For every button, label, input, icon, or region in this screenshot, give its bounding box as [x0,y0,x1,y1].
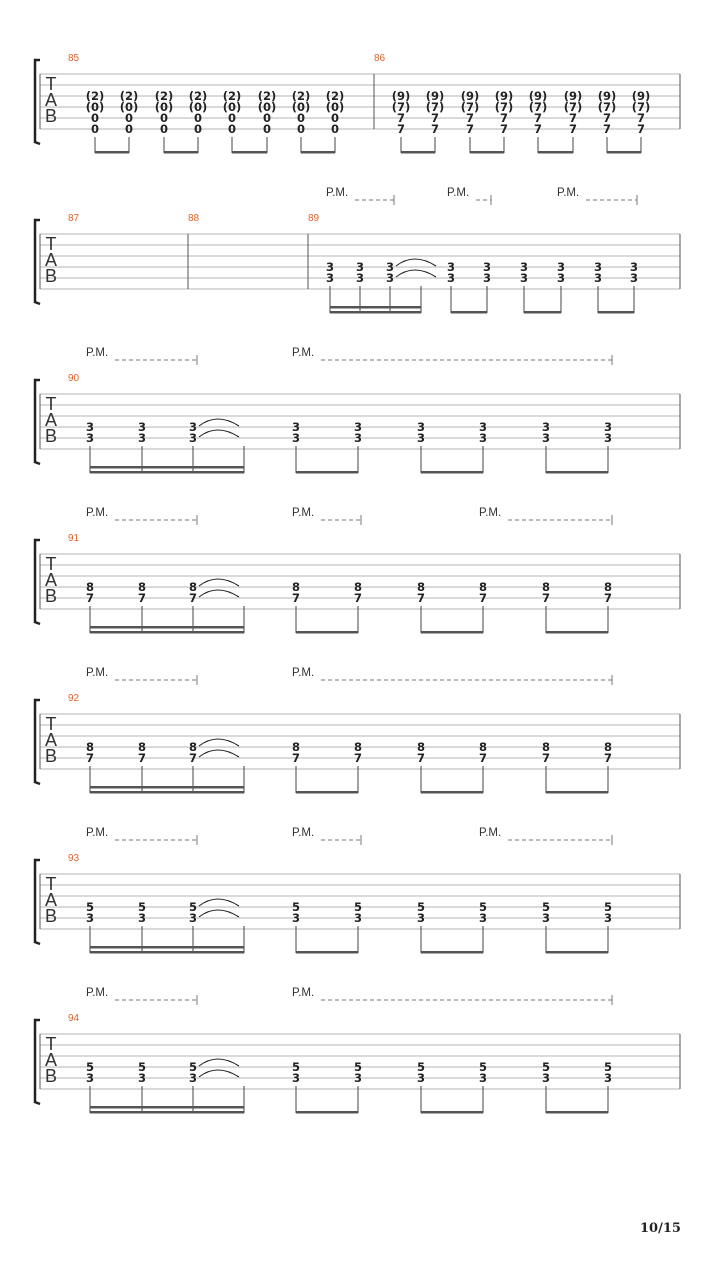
palm-mute-label: P.M. [292,667,315,679]
fret-number: 3 [541,1071,551,1085]
palm-mute-label: P.M. [479,507,502,519]
fret-number: 0 [227,122,237,136]
system-bracket [35,60,40,144]
tab-clef-letter: A [44,90,58,110]
fret-number: 3 [85,420,95,434]
fret-number: 3 [85,1071,95,1085]
fret-number: 7 [602,111,612,125]
measure-number: 94 [68,1013,80,1024]
fret-number: 7 [188,591,198,605]
fret-number: (9) [528,89,548,103]
note-beam [598,311,634,314]
measure-number: 91 [68,533,80,544]
tie-arc [199,419,239,426]
measure-number: 93 [68,853,80,864]
tab-clef-letter: T [45,1034,57,1054]
note-beam [301,151,335,154]
fret-number: (7) [528,100,548,114]
palm-mute-label: P.M. [292,347,315,359]
fret-number: (0) [154,100,174,114]
fret-number: 8 [416,740,426,754]
tab-clef-letter: B [44,586,58,606]
fret-number: 3 [446,260,456,274]
fret-number: 3 [188,1071,198,1085]
fret-number: 3 [353,1071,363,1085]
note-beam-secondary [90,1106,244,1109]
tab-clef-letter: A [44,250,58,270]
fret-number: (9) [460,89,480,103]
fret-number: 7 [430,111,440,125]
fret-number: 7 [602,122,612,136]
staff-system [35,987,680,1114]
fret-number: 8 [416,580,426,594]
fret-number: 3 [353,911,363,925]
fret-number: 3 [482,260,492,274]
fret-number: 7 [396,122,406,136]
fret-number: 7 [188,751,198,765]
note-beam [164,151,198,154]
fret-number: 0 [330,122,340,136]
measure-number: 86 [374,53,386,64]
fret-number: 8 [137,580,147,594]
fret-number: 7 [465,111,475,125]
fret-number: 5 [188,900,198,914]
note-beam [421,791,483,794]
fret-number: 3 [85,911,95,925]
fret-number: 7 [396,111,406,125]
fret-number: (2) [222,89,242,103]
fret-number: 0 [330,111,340,125]
tie-arc [199,899,239,906]
fret-number: 7 [533,111,543,125]
tab-clef-letter: B [44,906,58,926]
fret-number: 7 [430,122,440,136]
tab-clef-letter: T [45,394,57,414]
tie-arc [396,270,436,277]
fret-number: 3 [188,420,198,434]
fret-number: 3 [353,420,363,434]
staff-system [35,667,680,794]
note-beam-secondary [90,626,244,629]
fret-number: (9) [494,89,514,103]
tab-clef-letter: B [44,106,58,126]
fret-number: 0 [90,111,100,125]
fret-number: 7 [499,122,509,136]
fret-number: 8 [478,740,488,754]
note-beam [470,151,504,154]
fret-number: 8 [291,740,301,754]
fret-number: 3 [478,420,488,434]
fret-number: 8 [478,580,488,594]
fret-number: (7) [391,100,411,114]
fret-number: 5 [137,1060,147,1074]
fret-number: 0 [124,122,134,136]
fret-number: 8 [85,580,95,594]
note-beam [232,151,267,154]
fret-number: (7) [460,100,480,114]
fret-number: 3 [416,420,426,434]
fret-number: 3 [137,420,147,434]
tab-clef-letter: B [44,266,58,286]
palm-mute-label: P.M. [326,187,349,199]
fret-number: 7 [636,122,646,136]
note-beam [90,1111,244,1114]
fret-number: (2) [119,89,139,103]
measure-number: 88 [188,213,200,224]
fret-number: 3 [519,271,529,285]
tie-arc [199,750,239,757]
fret-number: 3 [556,271,566,285]
palm-mute-label: P.M. [86,987,109,999]
note-beam-secondary [330,306,421,309]
fret-number: 7 [416,751,426,765]
fret-number: (0) [325,100,345,114]
tie-arc [199,739,239,746]
measure-number: 90 [68,373,80,384]
fret-number: 3 [478,1071,488,1085]
tie-arc [199,590,239,597]
fret-number: 7 [603,591,613,605]
fret-number: 3 [541,911,551,925]
system-bracket [35,860,40,944]
fret-number: 3 [593,260,603,274]
fret-number: 8 [603,580,613,594]
fret-number: (0) [85,100,105,114]
fret-number: 5 [353,900,363,914]
tab-clef-letter: B [44,746,58,766]
note-beam [546,791,608,794]
palm-mute-label: P.M. [86,347,109,359]
note-beam-secondary [90,786,244,789]
fret-number: 5 [541,900,551,914]
fret-number: (7) [494,100,514,114]
fret-number: 7 [353,751,363,765]
tab-clef-letter: A [44,890,58,910]
tie-arc [199,579,239,586]
fret-number: 3 [603,911,613,925]
fret-number: 7 [568,122,578,136]
fret-number: (2) [291,89,311,103]
note-beam [90,631,244,634]
note-beam [607,151,641,154]
fret-number: 7 [499,111,509,125]
fret-number: 7 [478,591,488,605]
staff-system [35,187,680,314]
tie-arc [199,1059,239,1066]
note-beam [421,1111,483,1114]
palm-mute-label: P.M. [86,667,109,679]
fret-number: (2) [325,89,345,103]
fret-number: 3 [291,420,301,434]
fret-number: 7 [137,751,147,765]
fret-number: 7 [541,751,551,765]
palm-mute-label: P.M. [292,507,315,519]
note-beam [90,471,244,474]
fret-number: 0 [90,122,100,136]
fret-number: 3 [291,911,301,925]
palm-mute-label: P.M. [86,827,109,839]
fret-number: 3 [446,271,456,285]
tab-clef-letter: B [44,426,58,446]
note-beam [546,631,608,634]
fret-number: 0 [159,122,169,136]
tab-clef-letter: T [45,234,57,254]
fret-number: 5 [137,900,147,914]
note-beam [296,1111,358,1114]
fret-number: 7 [85,591,95,605]
palm-mute-label: P.M. [479,827,502,839]
fret-number: (7) [563,100,583,114]
fret-number: 5 [353,1060,363,1074]
fret-number: 3 [416,431,426,445]
fret-number: 5 [291,900,301,914]
fret-number: 0 [262,111,272,125]
note-beam [546,951,608,954]
tab-clef-letter: T [45,554,57,574]
palm-mute-label: P.M. [447,187,470,199]
fret-number: (2) [188,89,208,103]
fret-number: 0 [193,111,203,125]
fret-number: 5 [603,1060,613,1074]
palm-mute-label: P.M. [86,507,109,519]
note-beam [296,471,358,474]
palm-mute-label: P.M. [292,827,315,839]
measure-number: 89 [308,213,320,224]
note-beam [296,951,358,954]
fret-number: (0) [291,100,311,114]
fret-number: 5 [85,1060,95,1074]
measure-number: 92 [68,693,80,704]
fret-number: 3 [629,271,639,285]
fret-number: 3 [416,1071,426,1085]
fret-number: 7 [416,591,426,605]
fret-number: 3 [478,911,488,925]
fret-number: 8 [188,740,198,754]
fret-number: (2) [257,89,277,103]
fret-number: 3 [603,431,613,445]
fret-number: 3 [603,1071,613,1085]
note-beam [538,151,573,154]
note-beam [421,951,483,954]
fret-number: (9) [563,89,583,103]
fret-number: 3 [385,260,395,274]
fret-number: 7 [291,751,301,765]
fret-number: 0 [296,111,306,125]
fret-number: 3 [416,911,426,925]
fret-number: 8 [137,740,147,754]
system-bracket [35,220,40,304]
tie-arc [199,430,239,437]
page-number: 10/15 [640,1221,681,1236]
tab-clef-letter: T [45,714,57,734]
tie-arc [396,259,436,266]
tab-clef-letter: A [44,1050,58,1070]
fret-number: 7 [541,591,551,605]
fret-number: 7 [533,122,543,136]
fret-number: 3 [85,431,95,445]
fret-number: 3 [556,260,566,274]
fret-number: 3 [137,911,147,925]
fret-number: (0) [222,100,242,114]
note-beam [296,631,358,634]
staff-system [35,53,680,154]
fret-number: 0 [296,122,306,136]
note-beam [524,311,561,314]
fret-number: 5 [85,900,95,914]
note-beam [95,151,129,154]
measure-number: 87 [68,213,80,224]
fret-number: 5 [416,900,426,914]
fret-number: 5 [541,1060,551,1074]
fret-number: 7 [478,751,488,765]
note-beam [451,311,487,314]
fret-number: 5 [478,1060,488,1074]
fret-number: (9) [391,89,411,103]
fret-number: 3 [325,260,335,274]
fret-number: 7 [137,591,147,605]
fret-number: 3 [188,431,198,445]
fret-number: 3 [603,420,613,434]
note-beam [546,471,608,474]
tab-clef-letter: A [44,570,58,590]
fret-number: 0 [227,111,237,125]
fret-number: 8 [85,740,95,754]
tab-clef-letter: B [44,1066,58,1086]
staff-system [35,507,680,634]
staff-system [35,827,680,954]
fret-number: 3 [325,271,335,285]
fret-number: 5 [188,1060,198,1074]
fret-number: 7 [353,591,363,605]
palm-mute-label: P.M. [292,987,315,999]
fret-number: (7) [631,100,651,114]
fret-number: (0) [188,100,208,114]
fret-number: 3 [137,1071,147,1085]
fret-number: 7 [603,751,613,765]
note-beam [421,471,483,474]
fret-number: 8 [541,740,551,754]
note-beam [296,791,358,794]
fret-number: 3 [482,271,492,285]
system-bracket [35,700,40,784]
fret-number: 7 [636,111,646,125]
system-bracket [35,380,40,464]
fret-number: (7) [425,100,445,114]
fret-number: 8 [353,740,363,754]
fret-number: 3 [385,271,395,285]
tie-arc [199,910,239,917]
palm-mute-label: P.M. [557,187,580,199]
fret-number: (2) [154,89,174,103]
system-bracket [35,540,40,624]
staff-system [35,347,680,474]
fret-number: 3 [629,260,639,274]
fret-number: 5 [416,1060,426,1074]
tie-arc [199,1070,239,1077]
note-beam [546,1111,608,1114]
tab-clef-letter: T [45,74,57,94]
fret-number: 8 [188,580,198,594]
note-beam [421,631,483,634]
fret-number: (9) [425,89,445,103]
note-beam [90,791,244,794]
fret-number: 3 [541,431,551,445]
fret-number: 3 [291,1071,301,1085]
fret-number: 3 [353,431,363,445]
fret-number: 3 [355,260,365,274]
fret-number: 3 [593,271,603,285]
fret-number: (2) [85,89,105,103]
note-beam-secondary [90,466,244,469]
fret-number: 3 [188,911,198,925]
fret-number: (0) [257,100,277,114]
fret-number: 8 [541,580,551,594]
fret-number: (0) [119,100,139,114]
fret-number: 7 [465,122,475,136]
fret-number: 3 [478,431,488,445]
fret-number: 3 [137,431,147,445]
fret-number: 0 [262,122,272,136]
fret-number: 0 [124,111,134,125]
fret-number: 3 [291,431,301,445]
fret-number: 5 [603,900,613,914]
fret-number: 5 [478,900,488,914]
tab-clef-letter: A [44,410,58,430]
fret-number: 0 [193,122,203,136]
note-beam [90,951,244,954]
tab-clef-letter: A [44,730,58,750]
system-bracket [35,1020,40,1104]
fret-number: 7 [568,111,578,125]
fret-number: 8 [291,580,301,594]
tab-clef-letter: T [45,874,57,894]
fret-number: 0 [159,111,169,125]
note-beam-secondary [90,946,244,949]
fret-number: (7) [597,100,617,114]
note-beam [401,151,435,154]
fret-number: 3 [355,271,365,285]
fret-number: 8 [603,740,613,754]
fret-number: 5 [291,1060,301,1074]
fret-number: 7 [85,751,95,765]
fret-number: 8 [353,580,363,594]
fret-number: (9) [597,89,617,103]
fret-number: 3 [541,420,551,434]
fret-number: 3 [519,260,529,274]
note-beam [330,311,421,314]
fret-number: (9) [631,89,651,103]
measure-number: 85 [68,53,80,64]
fret-number: 7 [291,591,301,605]
